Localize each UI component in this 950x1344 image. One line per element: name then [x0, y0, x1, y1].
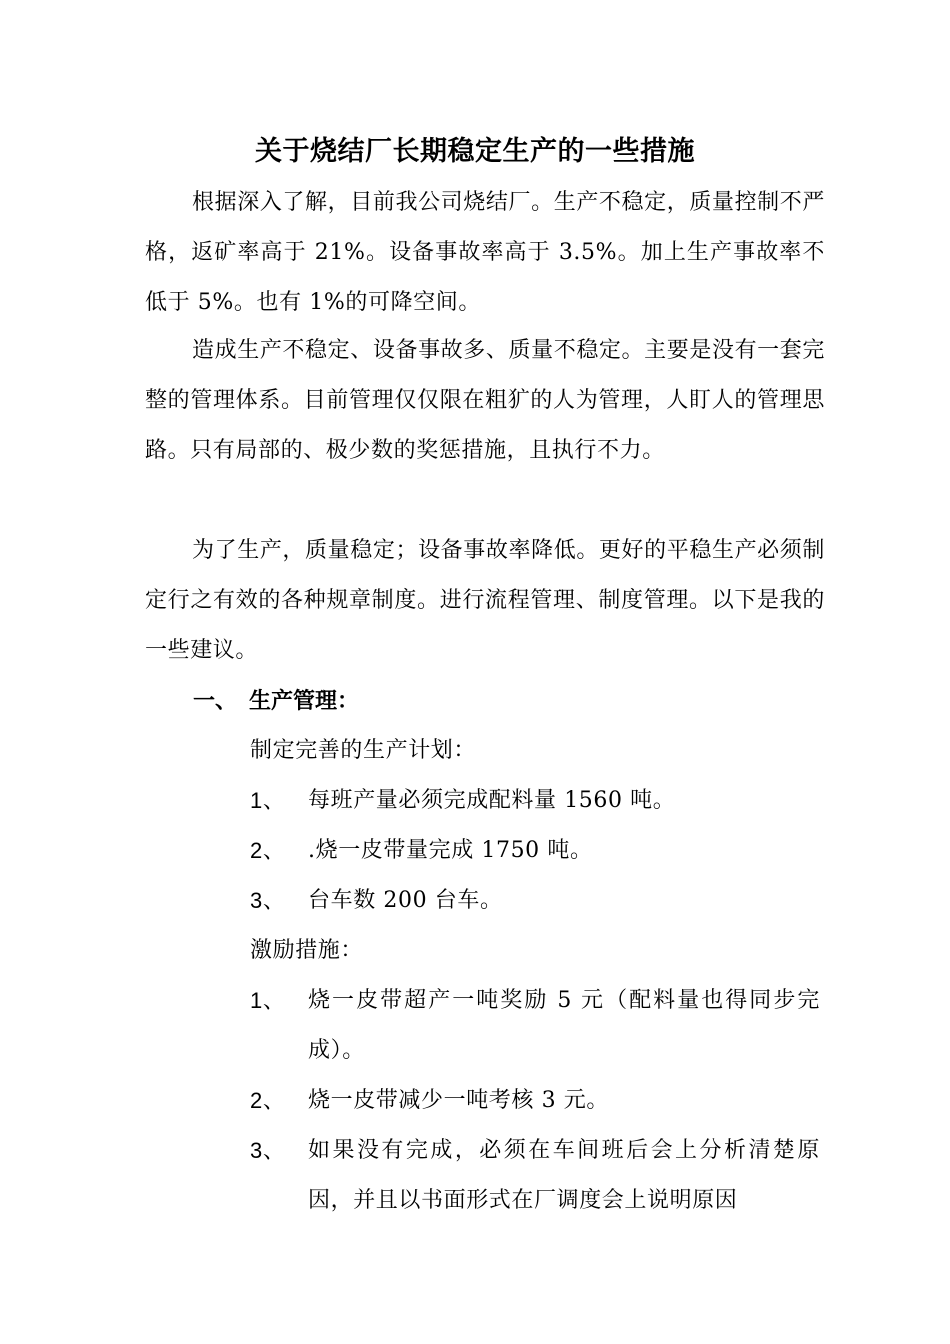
section-title: 生产管理：: [249, 688, 360, 714]
paragraph-situation: 根据深入了解，目前我公司烧结厂。生产不稳定，质量控制不严格，返矿率高于 21%。设备事故率高于 3.5%。加上生产事故率不低于 5%。也有 1%的可降空间。: [145, 190, 825, 315]
plan-label: 制定完善的生产计划：: [250, 738, 477, 763]
incentive-label: 激励措施：: [250, 938, 364, 963]
document-title: 关于烧结厂长期稳定生产的一些措施: [255, 136, 695, 167]
section-heading: [193, 676, 359, 726]
paragraph-causes: 造成生产不稳定、设备事故多、质量不稳定。主要是没有一套完整的管理体系。目前管理仅仅限在粗犷的人为管理，人盯人的管理思路。只有局部的、极少数的奖惩措施，且执行不力。: [145, 338, 825, 463]
plan-item: [250, 876, 820, 926]
list-number: 3、: [250, 888, 286, 913]
plan-item: [250, 826, 820, 876]
paragraph-proposal: 为了生产，质量稳定；设备事故率降低。更好的平稳生产必须制定行之有效的各种规章制度。进行流程管理、制度管理。以下是我的一些建议。: [145, 538, 825, 663]
incentive-item: [250, 1126, 820, 1226]
list-text: 如果没有完成，必须在车间班后会上分析清楚原因，并且以书面形式在厂调度会上说明原因: [308, 1138, 820, 1213]
list-number: 2、: [250, 838, 286, 863]
list-text: 烧一皮带减少一吨考核 3 元。: [308, 1088, 609, 1113]
section-number: 一、: [193, 688, 238, 714]
incentive-item: [250, 1076, 820, 1126]
list-number: 1、: [250, 788, 286, 813]
incentive-item: [250, 976, 820, 1076]
list-number: 1、: [250, 988, 286, 1013]
list-text: 烧一皮带超产一吨奖励 5 元（配料量也得同步完成）。: [308, 988, 820, 1063]
list-number: 3、: [250, 1138, 286, 1163]
plan-item: [250, 776, 820, 826]
list-text: 台车数 200 台车。: [308, 888, 503, 913]
list-number: 2、: [250, 1088, 286, 1113]
list-text: .烧一皮带量完成 1750 吨。: [308, 838, 593, 863]
list-text: 每班产量必须完成配料量 1560 吨。: [308, 788, 676, 813]
